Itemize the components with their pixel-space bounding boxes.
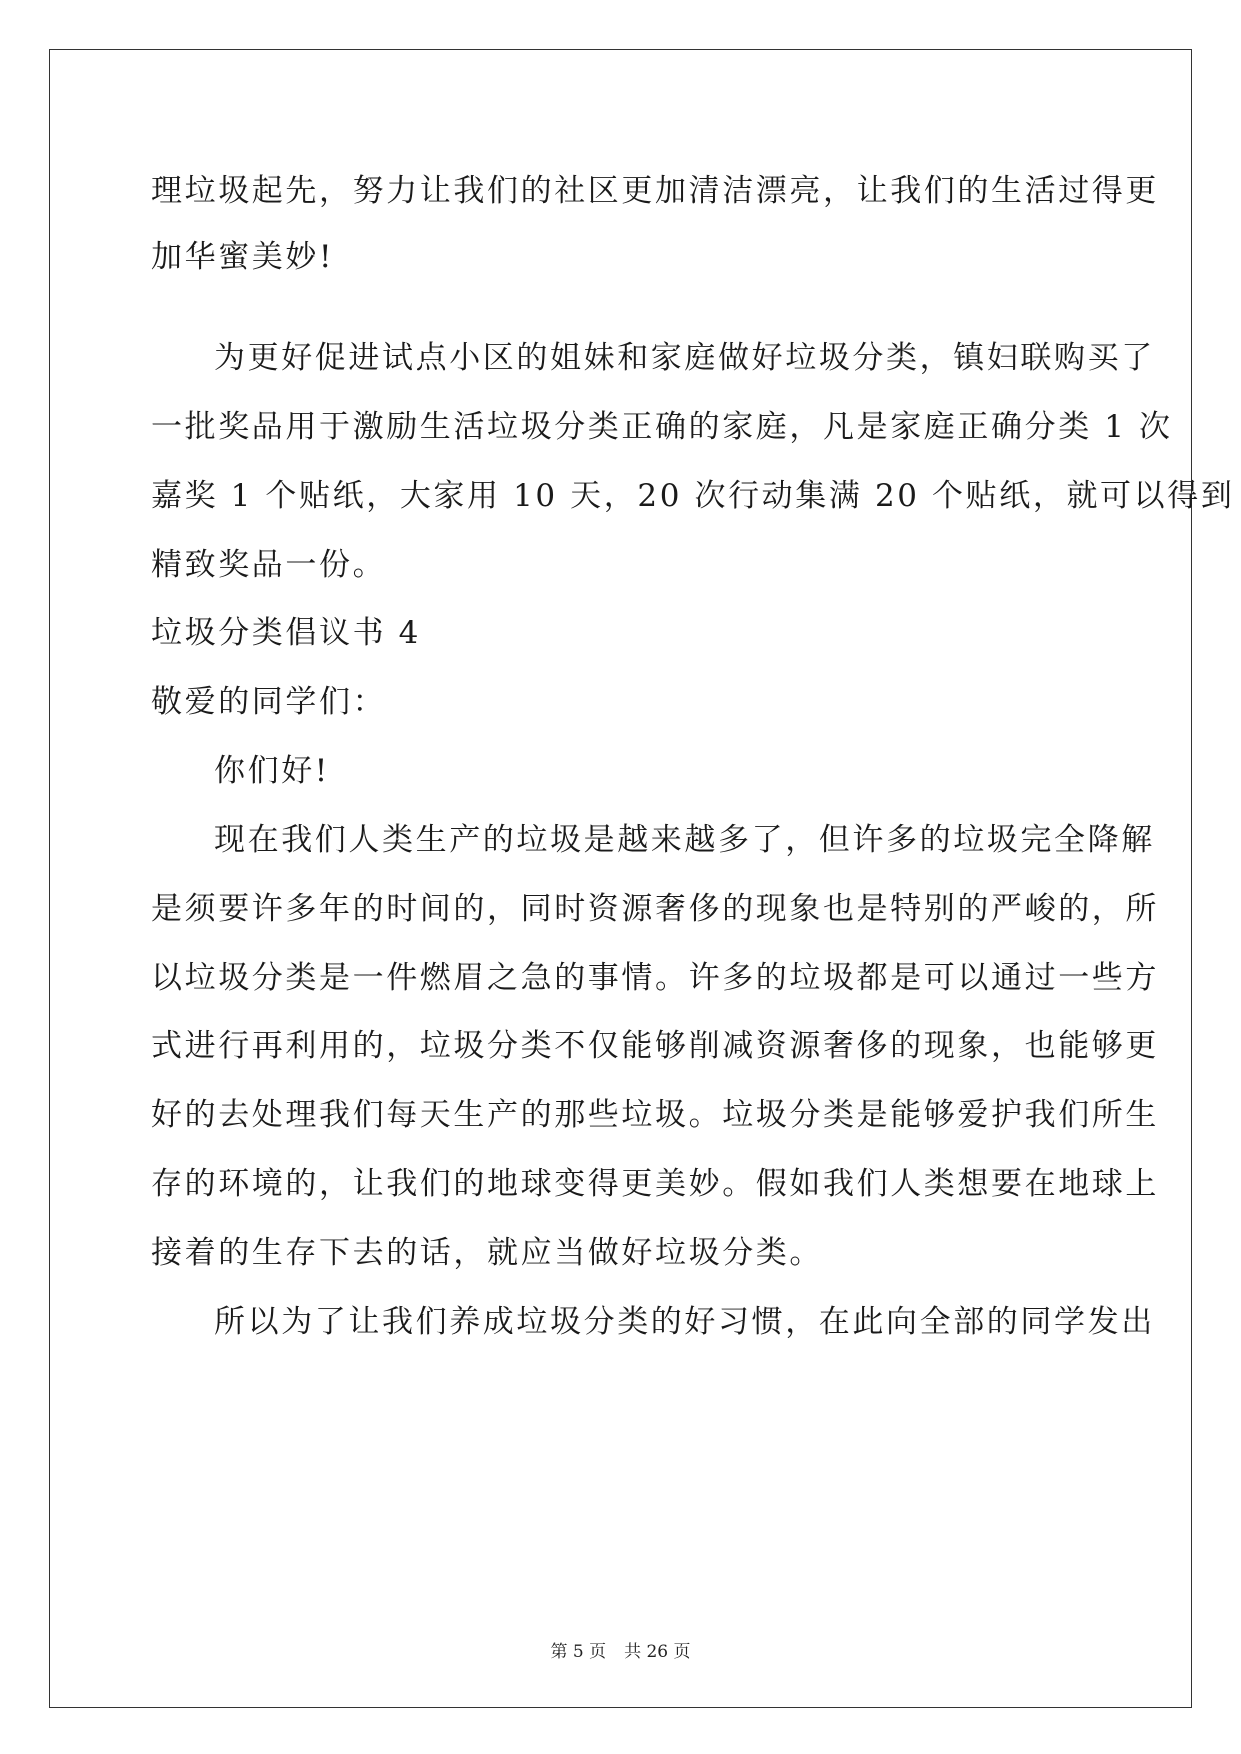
paragraph-line: 嘉奖 1 个贴纸，大家用 10 天，20 次行动集满 20 个贴纸，就可以得到 — [151, 478, 1235, 514]
paragraph-line: 以垃圾分类是一件燃眉之急的事情。许多的垃圾都是可以通过一些方 — [151, 960, 1159, 996]
paragraph-line: 好的去处理我们每天生产的那些垃圾。垃圾分类是能够爱护我们所生 — [151, 1097, 1159, 1133]
paragraph-line: 现在我们人类生产的垃圾是越来越多了，但许多的垃圾完全降解 — [214, 822, 1155, 858]
paragraph-line: 存的环境的，让我们的地球变得更美妙。假如我们人类想要在地球上 — [151, 1166, 1159, 1202]
paragraph-line: 为更好促进试点小区的姐妹和家庭做好垃圾分类，镇妇联购买了 — [214, 340, 1155, 376]
paragraph-line: 精致奖品一份。 — [151, 547, 387, 583]
paragraph-line: 所以为了让我们养成垃圾分类的好习惯，在此向全部的同学发出 — [214, 1304, 1155, 1340]
salutation: 敬爱的同学们： — [151, 684, 387, 720]
page-number: 第 5 页 — [550, 1642, 607, 1662]
greeting: 你们好! — [214, 753, 330, 789]
paragraph-line: 加华蜜美妙! — [151, 239, 335, 275]
section-title: 垃圾分类倡议书 4 — [151, 615, 421, 651]
page-total: 共 26 页 — [624, 1642, 691, 1662]
paragraph-line: 式进行再利用的，垃圾分类不仅能够削减资源奢侈的现象，也能够更 — [151, 1028, 1159, 1064]
paragraph-line: 是须要许多年的时间的，同时资源奢侈的现象也是特别的严峻的，所 — [151, 891, 1159, 927]
paragraph-line: 理垃圾起先，努力让我们的社区更加清洁漂亮，让我们的生活过得更 — [151, 173, 1159, 209]
paragraph-line: 一批奖品用于激励生活垃圾分类正确的家庭，凡是家庭正确分类 1 次 — [151, 409, 1173, 445]
page-footer — [0, 1640, 1241, 1664]
page-border — [49, 49, 1235, 1708]
paragraph-line: 接着的生存下去的话，就应当做好垃圾分类。 — [151, 1235, 823, 1271]
